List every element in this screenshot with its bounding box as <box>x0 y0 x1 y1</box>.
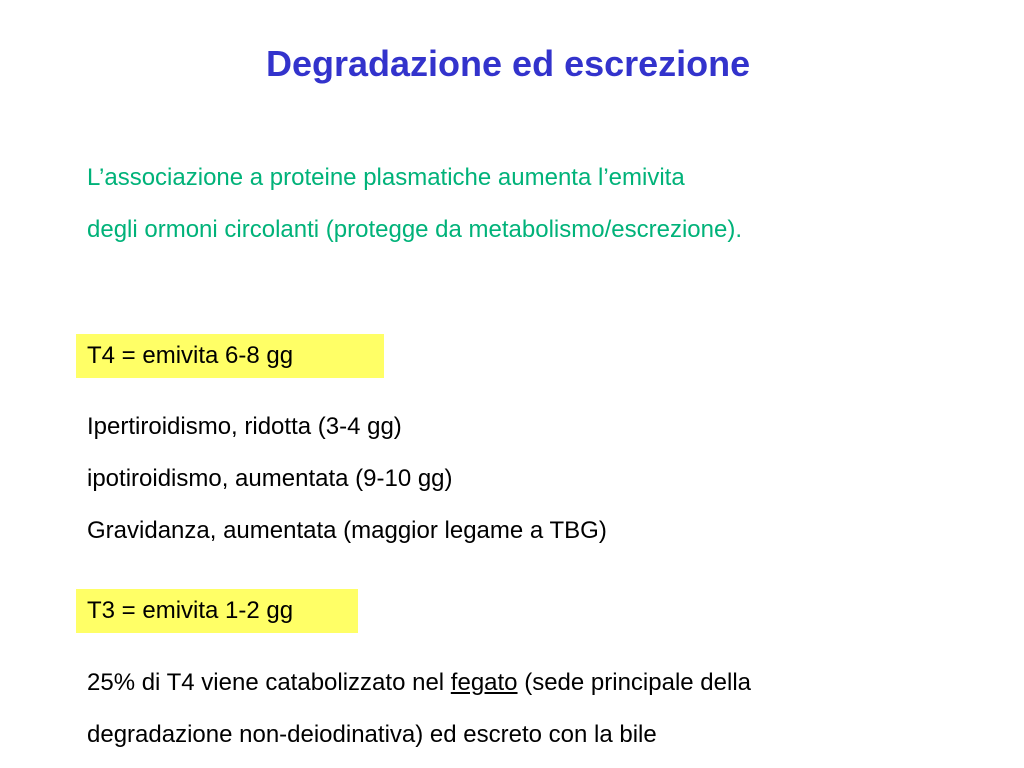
catabolism-line-2: degradazione non-deiodinativa) ed escreto con la bile <box>87 721 657 748</box>
list-item: Gravidanza, aumentata (maggior legame a TBG) <box>87 517 607 544</box>
t4-highlight-box: T4 = emivita 6-8 gg <box>76 334 384 378</box>
catabolism-text-end: (sede principale della <box>517 669 752 696</box>
list-item: Ipertiroidismo, ridotta (3-4 gg) <box>87 413 402 440</box>
list-item: ipotiroidismo, aumentata (9-10 gg) <box>87 465 453 492</box>
catabolism-text-start: 25% di T4 viene catabolizzato nel <box>87 669 451 696</box>
catabolism-line-1 <box>87 657 751 709</box>
intro-line-2: degli ormoni circolanti (protegge da metabolismo/escrezione). <box>87 216 742 243</box>
fegato-underlined: fegato <box>450 669 518 696</box>
slide-title: Degradazione ed escrezione <box>266 43 751 84</box>
catabolism-text <box>87 657 751 761</box>
t4-conditions-list <box>87 401 607 557</box>
t3-highlight-box: T3 = emivita 1-2 gg <box>76 589 358 633</box>
intro-text <box>87 152 742 256</box>
intro-line-1: L’associazione a proteine plasmatiche aumenta l’emivita <box>87 164 685 191</box>
